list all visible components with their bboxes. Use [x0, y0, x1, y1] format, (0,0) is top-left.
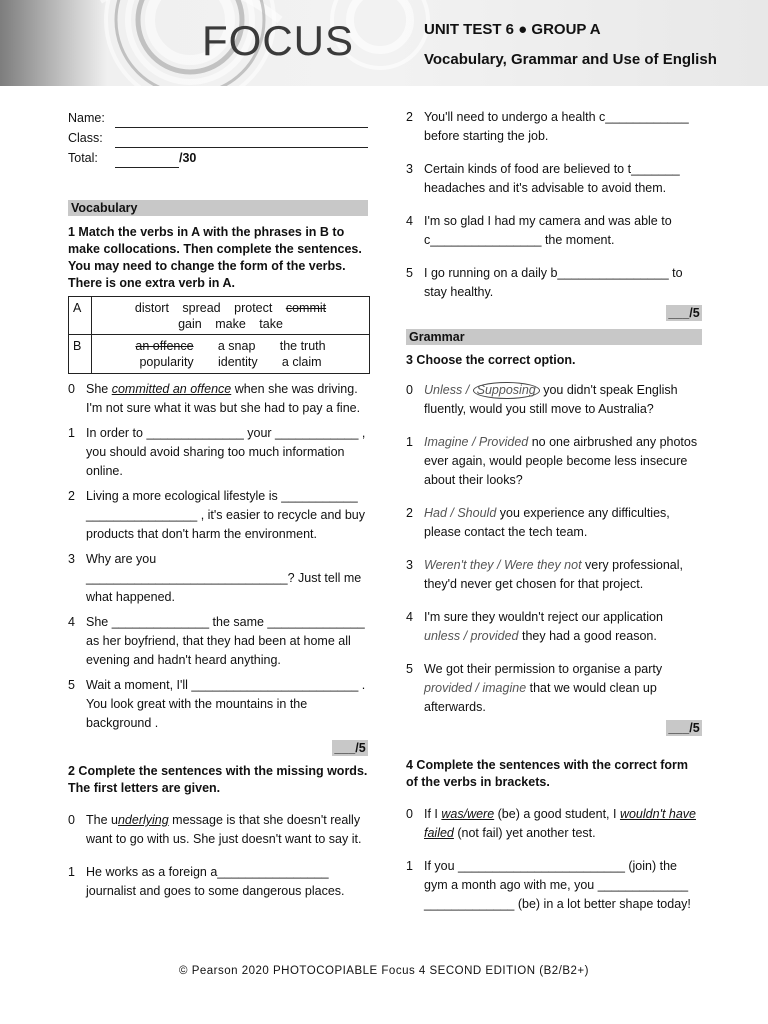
page-footer: © Pearson 2020 PHOTOCOPIABLE Focus 4 SECOND EDITION (B2/B2+): [179, 965, 589, 977]
unit-title: UNIT TEST 6 ● GROUP A: [424, 21, 601, 38]
task2-item-3[interactable]: 3 Certain kinds of food are believed to t_______ headaches and it's advisable to avoid them.: [406, 162, 680, 195]
word: take: [259, 316, 283, 331]
match-row-a: [69, 296, 370, 335]
word-struck: commit: [285, 300, 327, 315]
task3-item-4[interactable]: 4 I'm sure they wouldn't reject our application unless / provided they had a good reason.: [406, 609, 663, 643]
row-b-key: B: [69, 335, 92, 374]
class-label: Class:: [68, 131, 103, 146]
name-field[interactable]: [115, 114, 368, 128]
options[interactable]: Imagine / Provided: [424, 434, 529, 449]
match-row-b: [69, 335, 370, 374]
right-column: [406, 108, 702, 914]
word: a snap: [217, 339, 256, 353]
left-column: [68, 108, 368, 901]
word: protect: [234, 300, 273, 315]
task1-item-1[interactable]: 1 In order to ______________ your ____________ , you should avoid sharing too much information online.: [68, 425, 366, 478]
word: gain: [178, 316, 202, 331]
task1-score: ___/5: [68, 739, 368, 758]
total-suffix: /30: [179, 151, 197, 166]
word: a claim: [281, 355, 322, 370]
options[interactable]: Had / Should: [424, 505, 497, 520]
class-row: [68, 128, 368, 148]
example-answer: was/were: [441, 807, 495, 822]
task2-item-4[interactable]: 4 I'm so glad I had my camera and was able to c________________ the moment.: [406, 214, 672, 247]
match-table: [68, 296, 370, 374]
task2-item-5[interactable]: 5 I go running on a daily b________________ to stay healthy.: [406, 266, 683, 299]
task4-instruction: 4 Complete the sentences with the correct form of the verbs in brackets.: [406, 758, 689, 790]
example-answer: nderlying: [117, 813, 169, 827]
circled-option: Supposing: [473, 382, 540, 399]
row-a-key: A: [69, 296, 92, 335]
task2-score: ___/5: [406, 304, 702, 323]
task3-item-0: 0 Unless / Supposing you didn't speak English fluently, would you still move to Australia?: [406, 382, 678, 416]
focus-logo: FOCUS: [202, 17, 354, 64]
word: identity: [218, 355, 258, 370]
task3-item-1[interactable]: 1 Imagine / Provided no one airbrushed any photos ever again, would people become less insecure about their looks?: [406, 434, 698, 487]
row-a-words: [92, 296, 370, 335]
row-b-words: [92, 335, 370, 374]
task2-item-0: 0 The underlying message is that she doesn't really want to go with us. She just doesn't want to say it.: [68, 813, 362, 846]
total-label: Total:: [68, 151, 98, 166]
options[interactable]: provided / imagine: [424, 680, 527, 695]
task3-item-5[interactable]: 5 We got their permission to organise a party provided / imagine that we would clean up afterwards.: [406, 661, 663, 714]
task1-item-3[interactable]: 3 Why are you _____________________________? Just tell me what happened.: [68, 551, 362, 604]
unit-subtitle: Vocabulary, Grammar and Use of English: [424, 51, 717, 68]
task3-score: ___/5: [406, 719, 702, 738]
task1-instruction: 1 Match the verbs in A with the phrases in B to make collocations. Then complete the sentences. You may need to change the form of the verbs. There is one extra verb in A.: [68, 225, 362, 290]
name-row: [68, 108, 368, 128]
task4-item-1[interactable]: 1 If you ________________________ (join) the gym a month ago with me, you _____________ _____________ (be) in a lot better shape today!: [406, 859, 691, 912]
task2-item-1[interactable]: 1 He works as a foreign a________________ journalist and goes to some dangerous places.: [68, 865, 345, 898]
options[interactable]: Weren't they / Were they not: [424, 557, 582, 572]
section-vocabulary: Vocabulary: [68, 200, 368, 216]
name-label: Name:: [68, 111, 105, 126]
task1-item-4[interactable]: 4 She ______________ the same ______________ as her boyfriend, that they had been at home all evening and hadn't heard anything.: [68, 614, 365, 667]
word: the truth: [279, 339, 326, 353]
word-struck: an offence: [135, 339, 194, 353]
task2-item-2[interactable]: 2 You'll need to undergo a health c____________ before starting the job.: [406, 110, 689, 143]
total-row: [68, 148, 368, 168]
task3-item-2[interactable]: 2 Had / Should you experience any difficulties, please contact the tech team.: [406, 505, 670, 539]
task1-item-5[interactable]: 5 Wait a moment, I'll ________________________ . You look great with the mountains in the background .: [68, 677, 366, 730]
total-field[interactable]: [115, 154, 179, 168]
option-a: Unless: [424, 382, 463, 397]
task1-item-0: 0 She committed an offence when she was driving. I'm not sure what it was but she had to pay a fine.: [68, 381, 361, 415]
word: distort: [134, 300, 169, 315]
task3-instruction: 3 Choose the correct option.: [406, 352, 576, 367]
options[interactable]: unless / provided: [424, 628, 519, 643]
task4-item-0: 0 If I was/were (be) a good student, I wouldn't have failed (not fail) yet another test.: [406, 807, 697, 841]
word: popularity: [139, 355, 194, 370]
task2-instruction: 2 Complete the sentences with the missing words. The first letters are given.: [68, 764, 368, 796]
example-answer: wouldn't have failed: [424, 807, 697, 841]
section-grammar: Grammar: [406, 329, 702, 345]
class-field[interactable]: [115, 134, 368, 148]
task1-item-2[interactable]: 2 Living a more ecological lifestyle is ___________ ________________ , it's easier to recycle and buy products that don't harm the environment.: [68, 488, 365, 541]
task3-item-3[interactable]: 3 Weren't they / Were they not very professional, they'd never get chosen for that project.: [406, 557, 683, 591]
page-header: [0, 0, 768, 86]
word: make: [215, 316, 246, 331]
example-answer: committed an offence: [111, 381, 232, 396]
word: spread: [182, 300, 221, 315]
